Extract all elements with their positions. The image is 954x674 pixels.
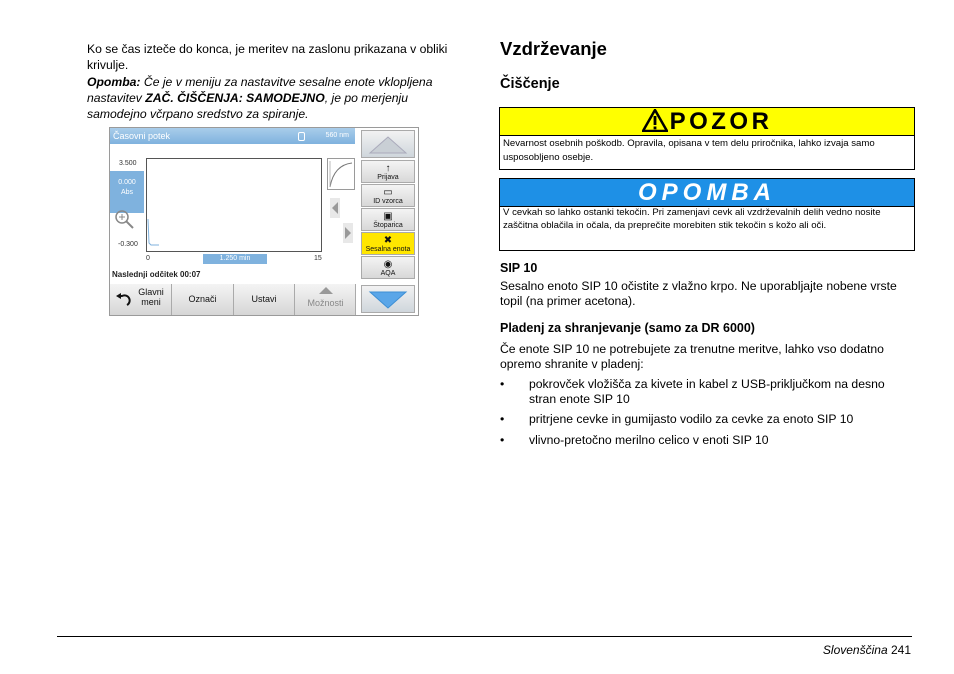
note-box <box>499 178 915 251</box>
sipper-icon: ✖ <box>383 235 393 246</box>
bullet-marker: • <box>500 377 505 391</box>
y-axis-top-label: 3.500 <box>119 160 137 167</box>
login-label: Prijava <box>377 174 399 181</box>
next-reading-status: Naslednji odčitek 00:07 <box>112 270 201 279</box>
note-text-part1: Če je v meniju za nastavitve sesalne enote vklopljena nastavitev <box>87 75 433 105</box>
main-menu-label: Glavni meni <box>138 287 164 307</box>
list-item: vlivno-pretočno merilno celico v enoti SIP 10 <box>529 433 769 447</box>
bullet-marker: • <box>500 433 505 447</box>
sipper-label: Sesalna enota <box>365 246 411 253</box>
measurement-trace <box>148 219 159 245</box>
scroll-right-icon[interactable] <box>343 223 353 243</box>
back-arrow-icon <box>115 293 131 307</box>
warning-triangle-icon <box>642 109 668 132</box>
page-footer <box>823 643 911 657</box>
options-button[interactable] <box>295 284 356 315</box>
footer-rule <box>57 636 912 637</box>
stop-button[interactable] <box>234 284 295 315</box>
list-item: pokrovček vložišča za kivete in kabel z USB-priključkom na desno stran enote SIP 10 <box>529 377 885 406</box>
warning-header <box>500 108 914 136</box>
sip10-paragraph: Sesalno enoto SIP 10 očistite z vlažno krpo. Ne uporabljajte nobene vrste topil (na primer acetona). <box>500 279 897 308</box>
note-paragraph <box>87 74 467 122</box>
heading-sip10: SIP 10 <box>500 261 538 275</box>
y-unit: Abs <box>120 189 134 196</box>
mark-label: Označi <box>188 294 217 304</box>
page-number: 241 <box>890 643 911 657</box>
heading-maintenance: Vzdrževanje <box>500 38 607 59</box>
down-arrow-icon <box>368 290 408 310</box>
curve-thumbnail-icon[interactable] <box>327 158 355 190</box>
screen-title: Časovni potek <box>113 131 171 141</box>
scroll-left-icon[interactable] <box>330 198 340 218</box>
y-value: 0.000 <box>118 179 136 186</box>
footer-language: Slovenščina <box>822 643 888 657</box>
main-menu-button[interactable] <box>110 284 172 315</box>
zoom-icon[interactable] <box>114 209 136 231</box>
lamp-icon <box>298 132 305 141</box>
note-label: Opomba: <box>87 75 141 89</box>
scroll-down-button[interactable] <box>361 285 415 313</box>
up-arrow-icon <box>368 135 408 155</box>
aqa-button[interactable] <box>361 256 415 279</box>
y-axis-bottom-label: -0.300 <box>118 241 138 248</box>
warning-box <box>499 107 915 170</box>
sample-id-label: ID vzorca <box>373 198 403 205</box>
note-text: V cevkah so lahko ostanki tekočin. Pri zamenjavi cevk ali vzdrževalnih delih vedno nosite zaščitna oblačila in očala, da preprečite morebiten stik tekočin s kožo ali oči. <box>503 207 881 231</box>
note-bold-setting: ZAČ. ČIŠČENJA: SAMODEJNO <box>145 91 325 105</box>
time-course-plot <box>146 158 322 252</box>
x-axis-start-label: 0 <box>146 255 150 262</box>
list-item: pritrjene cevke in gumijasto vodilo za cevke za enoto SIP 10 <box>529 412 854 426</box>
sample-vial-icon: ▭ <box>383 187 393 198</box>
timer-icon: ▣ <box>383 211 393 222</box>
login-icon: ↑ <box>385 163 391 174</box>
options-label: Možnosti <box>307 298 344 308</box>
note-text-part2: , je po merjenju samodejno včrpano sredstvo za spiranje. <box>87 91 409 121</box>
screen-title-bar <box>110 128 355 144</box>
warning-title: POZOR <box>669 108 773 135</box>
timer-button[interactable] <box>361 208 415 231</box>
login-button[interactable] <box>361 160 415 183</box>
bullet-marker: • <box>500 412 505 426</box>
scroll-up-button[interactable] <box>361 130 415 158</box>
aqa-icon: ◉ <box>383 259 393 270</box>
intro-paragraph: Ko se čas izteče do konca, je meritev na zaslonu prikazana v obliki krivulje. <box>87 42 448 72</box>
sipper-button[interactable] <box>361 232 415 255</box>
note-header: OPOMBA <box>500 179 914 207</box>
options-up-icon <box>319 287 333 294</box>
stop-label: Ustavi <box>251 294 277 304</box>
mark-button[interactable] <box>172 284 234 315</box>
side-menu <box>359 128 418 315</box>
aqa-label: AQA <box>380 270 396 277</box>
y-value-band <box>110 171 144 213</box>
heading-cleaning: Čiščenje <box>500 76 560 92</box>
wavelength-readout: 560 nm <box>325 132 349 139</box>
x-axis-end-label: 15 <box>314 255 322 262</box>
instrument-screenshot <box>109 127 419 316</box>
warning-text: Nevarnost osebnih poškodb. Opravila, opisana v tem delu priročnika, lahko izvaja samo usposobljeno osebje. <box>503 138 875 163</box>
heading-storage-tray: Pladenj za shranjevanje (samo za DR 6000) <box>500 321 755 335</box>
x-value-band: 1.250 min <box>203 254 267 264</box>
bottom-button-bar <box>110 284 356 315</box>
sample-id-button[interactable] <box>361 184 415 207</box>
timer-label: Štoparica <box>373 222 403 229</box>
storage-tray-paragraph: Če enote SIP 10 ne potrebujete za trenutne meritve, lahko vso dodatno opremo shranite v pladenj: <box>500 342 884 371</box>
